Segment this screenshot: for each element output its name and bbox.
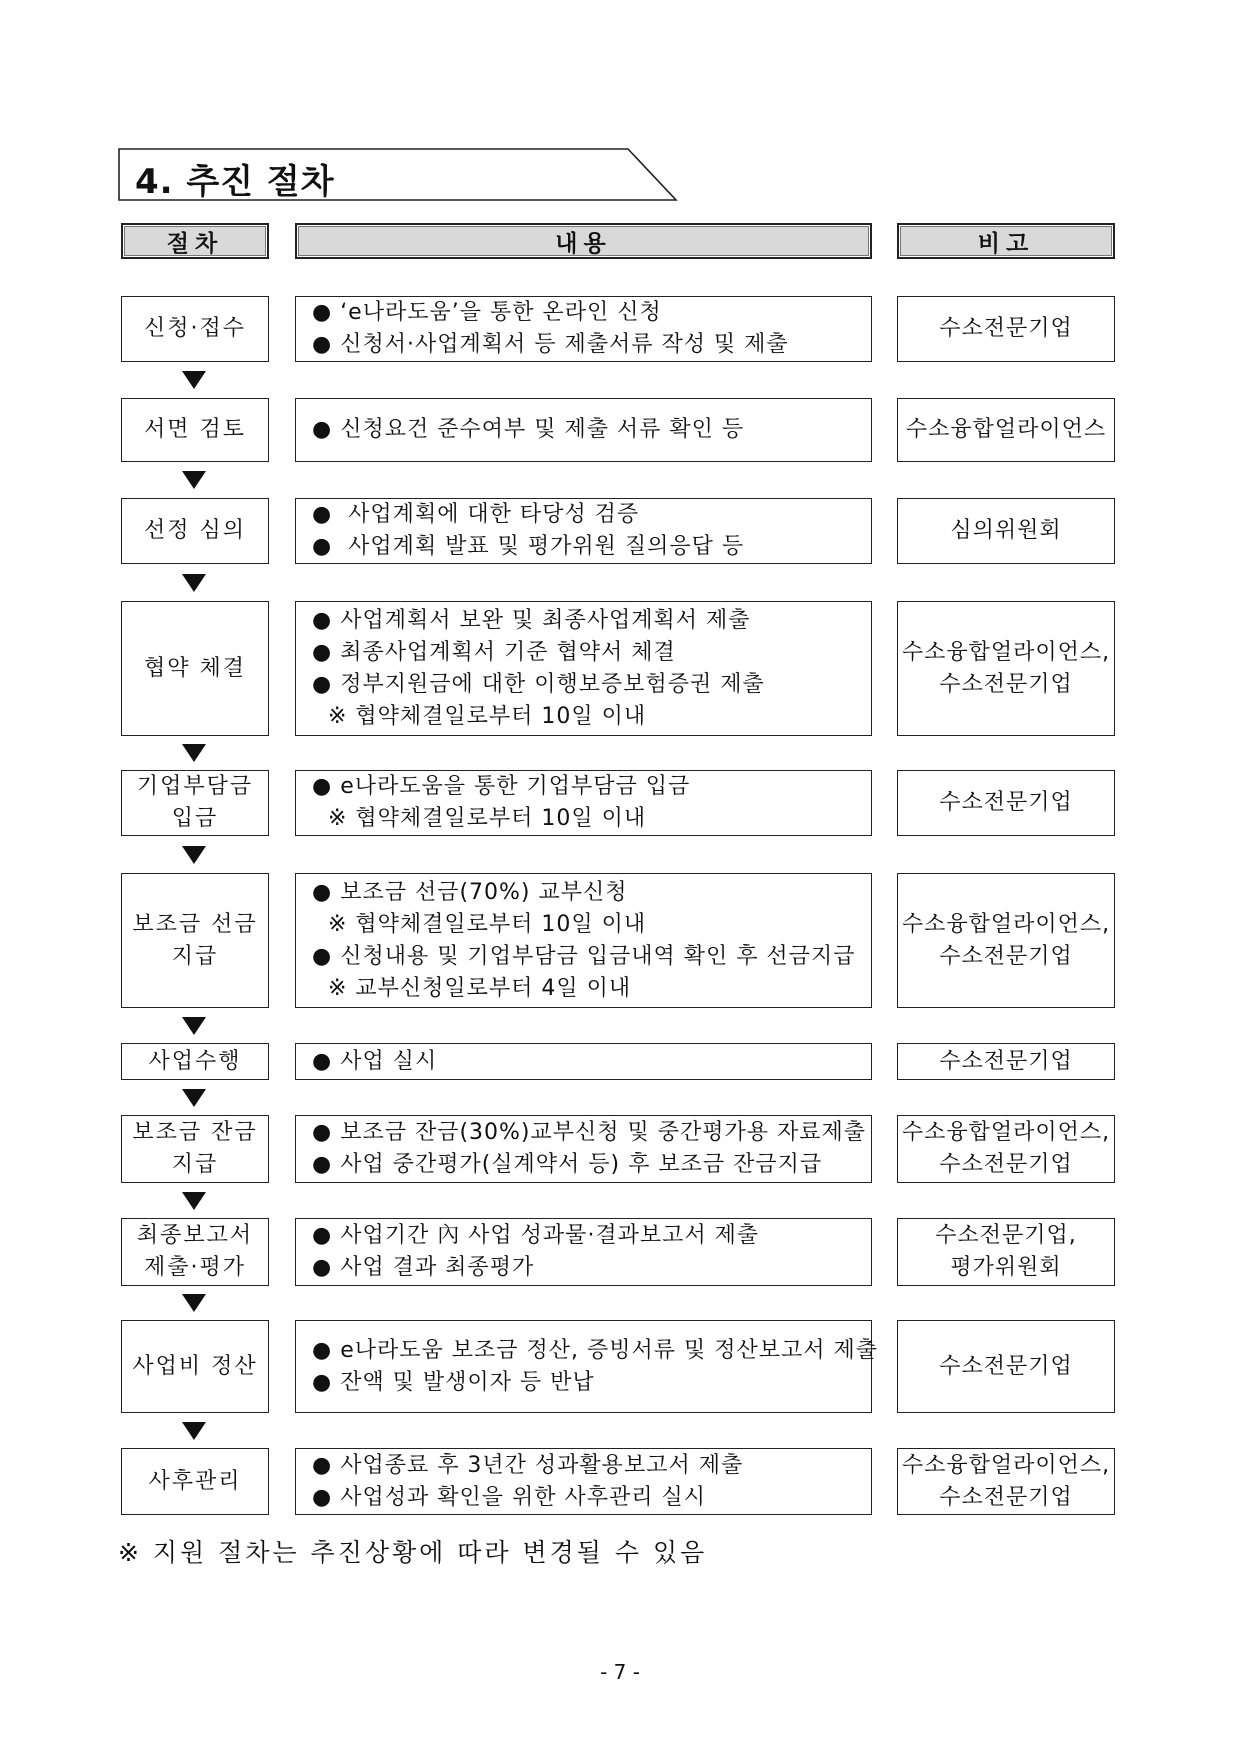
step-content-box-line: ● e나라도움 보조금 정산, 증빙서류 및 정산보고서 제출 xyxy=(312,1337,878,1363)
step-remark-box xyxy=(897,873,1115,1008)
section-title-frame xyxy=(118,148,678,202)
step-name-box-line: 제출·평가 xyxy=(143,1255,246,1280)
step-name-box xyxy=(121,1115,269,1183)
step-content-box xyxy=(295,398,872,462)
step-name-box xyxy=(121,1320,269,1413)
step-remark-box-line: 수소전문기업 xyxy=(939,316,1073,341)
page-number: - 7 - xyxy=(600,1660,640,1684)
header-step: 절차 xyxy=(121,223,269,259)
step-content-box-line: ● 사업계획에 대한 타당성 검증 xyxy=(312,502,640,527)
step-remark-box xyxy=(897,296,1115,362)
step-content-box-line: ● 신청요건 준수여부 및 제출 서류 확인 등 xyxy=(312,417,745,442)
step-content-box-line: ● 사업성과 확인을 위한 사후관리 실시 xyxy=(312,1484,706,1510)
step-name-box-line: 서면 검토 xyxy=(143,417,246,442)
step-content-box-line: ※ 협약체결일로부터 10일 이내 xyxy=(312,911,647,937)
step-content-box-line: ※ 교부신청일로부터 4일 이내 xyxy=(312,975,632,1001)
step-name-box-line: 사업수행 xyxy=(148,1048,242,1074)
step-remark-box-line: 수소전문기업 xyxy=(939,790,1073,815)
step-remark-box-line: 수소융합얼라이언스, xyxy=(901,639,1111,665)
step-name-box-line: 보조금 잔금 xyxy=(132,1120,258,1145)
step-name-box xyxy=(121,770,269,836)
down-arrow-icon xyxy=(182,1089,206,1107)
step-name-box-line: 지급 xyxy=(171,1152,219,1177)
step-name-box-line: 기업부담금 xyxy=(136,774,254,799)
step-remark-box-line: 수소융합얼라이언스, xyxy=(901,911,1111,937)
step-content-box xyxy=(295,296,872,362)
step-name-box-line: 입금 xyxy=(171,806,219,831)
step-remark-box xyxy=(897,1043,1115,1080)
step-remark-box-line: 수소융합얼라이언스, xyxy=(901,1452,1111,1478)
step-remark-box xyxy=(897,498,1115,564)
step-name-box xyxy=(121,1448,269,1515)
section-title: 4. 추진 절차 xyxy=(135,162,335,202)
step-remark-box-line: 수소전문기업 xyxy=(939,671,1073,697)
step-content-box xyxy=(295,498,872,564)
step-remark-box-line: 수소전문기업 xyxy=(939,1152,1073,1177)
step-name-box xyxy=(121,873,269,1008)
step-remark-box xyxy=(897,1115,1115,1183)
step-name-box xyxy=(121,601,269,736)
step-content-box-line: ● 신청내용 및 기업부담금 입금내역 확인 후 선금지급 xyxy=(312,943,856,969)
step-content-box xyxy=(295,1320,878,1413)
step-name-box xyxy=(121,296,269,362)
step-name-box-line: 선정 심의 xyxy=(143,518,246,543)
down-arrow-icon xyxy=(182,744,206,762)
step-content-box-line: ● 잔액 및 발생이자 등 반납 xyxy=(312,1369,595,1395)
step-content-box-line: ● 사업 실시 xyxy=(312,1048,438,1074)
step-remark-box-line: 수소전문기업, xyxy=(935,1223,1077,1248)
down-arrow-icon xyxy=(182,1017,206,1035)
step-name-box-line: 지급 xyxy=(171,943,219,969)
header-remark: 비고 xyxy=(897,223,1115,259)
down-arrow-icon xyxy=(182,471,206,489)
step-remark-box-line: 심의위원회 xyxy=(950,518,1062,543)
step-remark-box xyxy=(897,601,1115,736)
step-remark-box-line: 수소전문기업 xyxy=(939,1048,1073,1074)
step-content-box-line: ● 사업 중간평가(실계약서 등) 후 보조금 잔금지급 xyxy=(312,1152,823,1177)
step-content-box xyxy=(295,873,872,1008)
step-content-box-line: ● 사업종료 후 3년간 성과활용보고서 제출 xyxy=(312,1452,744,1478)
step-remark-box-line: 평가위원회 xyxy=(950,1255,1062,1280)
step-content-box xyxy=(295,601,872,736)
step-remark-box-line: 수소전문기업 xyxy=(939,943,1073,969)
step-content-box-line: ● ‘e나라도움’을 통한 온라인 신청 xyxy=(312,300,662,325)
step-content-box-line: ● e나라도움을 통한 기업부담금 입금 xyxy=(312,774,691,799)
step-remark-box-line: 수소전문기업 xyxy=(939,1353,1073,1379)
step-name-box xyxy=(121,398,269,462)
step-content-box-line: ● 보조금 선금(70%) 교부신청 xyxy=(312,879,628,905)
step-content-box-line: ● 사업계획 발표 및 평가위원 질의응답 등 xyxy=(312,534,745,559)
step-content-box-line: ● 정부지원금에 대한 이행보증보험증권 제출 xyxy=(312,671,765,697)
step-remark-box xyxy=(897,1218,1115,1286)
step-content-box xyxy=(295,1043,872,1080)
step-name-box-line: 협약 체결 xyxy=(143,655,246,681)
down-arrow-icon xyxy=(182,1422,206,1440)
step-remark-box-line: 수소전문기업 xyxy=(939,1484,1073,1510)
step-content-box-line: ● 사업 결과 최종평가 xyxy=(312,1255,535,1280)
step-content-box-line: ※ 협약체결일로부터 10일 이내 xyxy=(312,703,647,729)
step-remark-box xyxy=(897,1448,1115,1515)
down-arrow-icon xyxy=(182,1192,206,1210)
step-content-box-line: ● 보조금 잔금(30%)교부신청 및 중간평가용 자료제출 xyxy=(312,1120,867,1145)
step-content-box-line: ● 사업계획서 보완 및 최종사업계획서 제출 xyxy=(312,607,751,633)
step-content-box-line: ● 신청서·사업계획서 등 제출서류 작성 및 제출 xyxy=(312,332,789,357)
step-name-box xyxy=(121,498,269,564)
step-name-box-line: 신청·접수 xyxy=(143,316,246,341)
step-remark-box xyxy=(897,398,1115,462)
step-remark-box-line: 수소융합얼라이언스 xyxy=(905,417,1107,442)
step-name-box-line: 보조금 선금 xyxy=(132,911,258,937)
down-arrow-icon xyxy=(182,371,206,389)
step-content-box-line: ● 사업기간 內 사업 성과물·결과보고서 제출 xyxy=(312,1223,760,1248)
step-remark-box xyxy=(897,770,1115,836)
step-name-box-line: 사업비 정산 xyxy=(132,1353,258,1379)
step-name-box-line: 최종보고서 xyxy=(136,1223,254,1248)
step-content-box xyxy=(295,770,872,836)
down-arrow-icon xyxy=(182,574,206,592)
footnote: ※ 지원 절차는 추진상황에 따라 변경될 수 있음 xyxy=(118,1538,708,1567)
step-remark-box xyxy=(897,1320,1115,1413)
step-content-box-line: ※ 협약체결일로부터 10일 이내 xyxy=(312,806,647,831)
down-arrow-icon xyxy=(182,846,206,864)
step-content-box xyxy=(295,1218,872,1286)
step-name-box xyxy=(121,1218,269,1286)
down-arrow-icon xyxy=(182,1294,206,1312)
step-name-box-line: 사후관리 xyxy=(148,1468,242,1494)
step-content-box-line: ● 최종사업계획서 기준 협약서 체결 xyxy=(312,639,676,665)
step-content-box xyxy=(295,1448,872,1515)
step-remark-box-line: 수소융합얼라이언스, xyxy=(901,1120,1111,1145)
step-name-box xyxy=(121,1043,269,1080)
header-content: 내용 xyxy=(295,223,872,259)
step-content-box xyxy=(295,1115,872,1183)
